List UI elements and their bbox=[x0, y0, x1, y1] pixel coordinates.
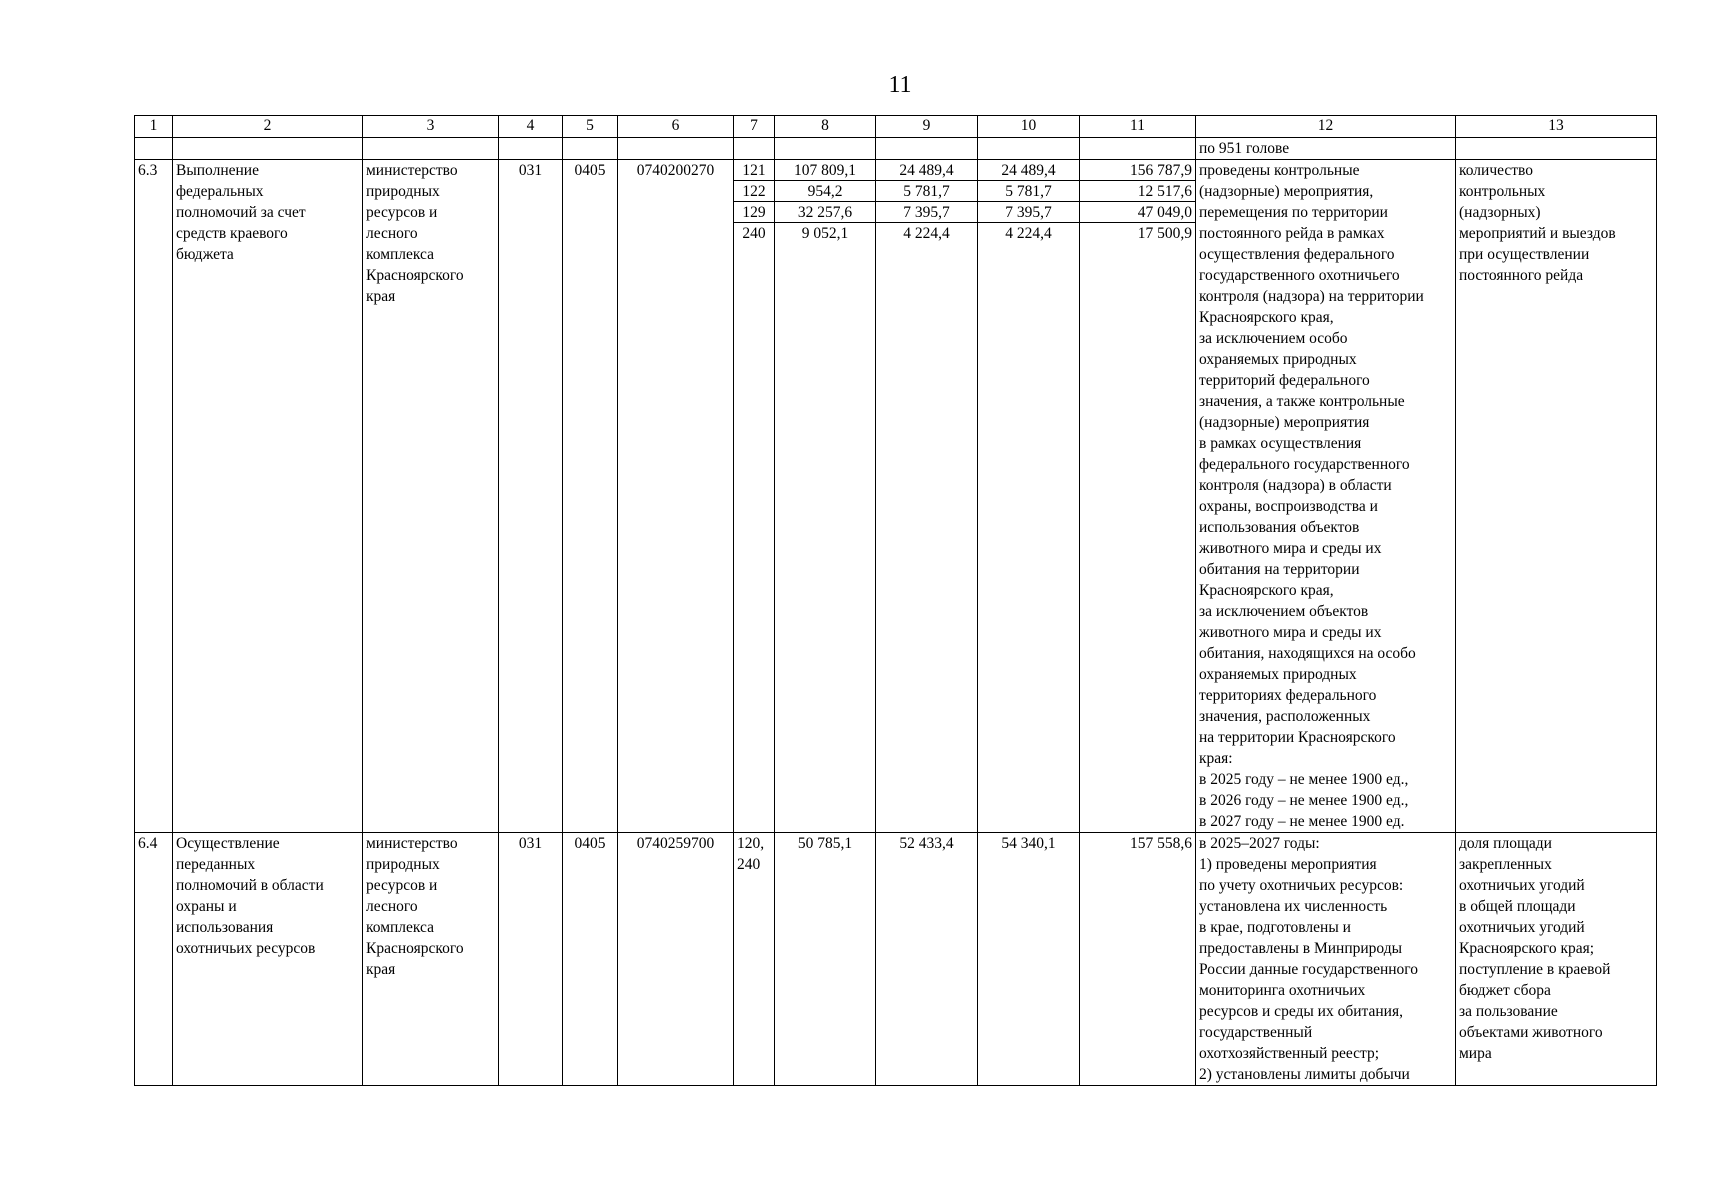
column-header: 10 bbox=[978, 116, 1080, 138]
amount-value: 5 781,7 bbox=[978, 181, 1079, 202]
column-header: 8 bbox=[775, 116, 876, 138]
executor: министерство природных ресурсов и лесного комплекса Красноярского края bbox=[363, 833, 499, 1086]
column-number-row bbox=[135, 116, 1657, 138]
column-header: 12 bbox=[1196, 116, 1456, 138]
expected-result: в 2025–2027 годы: 1) проведены мероприятия по учету охотничьих ресурсов: установлена их численность в крае, подготовлены и предоставлены в Минприроды России данные государственного мониторинга охотничьих ресурсов и среды их обитания, государственный охотхозяйственный реестр; 2) установлены лимиты добычи bbox=[1196, 833, 1456, 1086]
amount-value: 7 395,7 bbox=[876, 202, 977, 223]
amount-2025: 50 785,1 bbox=[775, 833, 876, 1086]
csr-code: 0740259700 bbox=[618, 833, 734, 1086]
amount-value: 4 224,4 bbox=[1005, 225, 1052, 242]
column-header: 6 bbox=[618, 116, 734, 138]
amount-value: 24 489,4 bbox=[978, 160, 1079, 181]
amount-value: 7 395,7 bbox=[978, 202, 1079, 223]
target-indicator: количество контрольных (надзорных) мероприятий и выездов при осуществлении постоянного рейда bbox=[1456, 160, 1657, 833]
vr-codes: 120, 240 bbox=[734, 833, 775, 1086]
column-header: 4 bbox=[499, 116, 563, 138]
page-number: 11 bbox=[888, 72, 912, 98]
budget-table bbox=[134, 115, 1657, 1086]
measure-name: Осуществление переданных полномочий в области охраны и использования охотничьих ресурсов bbox=[173, 833, 363, 1086]
continuation-text: по 951 голове bbox=[1196, 138, 1456, 160]
grbs-code: 031 bbox=[499, 833, 563, 1086]
table-row bbox=[135, 833, 1657, 1086]
executor: министерство природных ресурсов и лесного комплекса Красноярского края bbox=[363, 160, 499, 833]
vr-code: 121 bbox=[734, 160, 774, 181]
amount-value: 32 257,6 bbox=[775, 202, 875, 223]
row-number: 6.4 bbox=[135, 833, 173, 1086]
column-header: 13 bbox=[1456, 116, 1657, 138]
column-header: 2 bbox=[173, 116, 363, 138]
column-header: 1 bbox=[135, 116, 173, 138]
amount-value: 107 809,1 bbox=[775, 160, 875, 181]
amount-value: 9 052,1 bbox=[801, 225, 849, 242]
amount-2026: 52 433,4 bbox=[876, 833, 978, 1086]
vr-codes bbox=[734, 160, 775, 833]
amount-value: 954,2 bbox=[775, 181, 875, 202]
amount-total: 157 558,6 bbox=[1080, 833, 1196, 1086]
column-header: 5 bbox=[563, 116, 618, 138]
amount-2027 bbox=[978, 160, 1080, 833]
column-header: 9 bbox=[876, 116, 978, 138]
vr-code: 129 bbox=[734, 202, 774, 223]
column-header: 11 bbox=[1080, 116, 1196, 138]
amount-2026 bbox=[876, 160, 978, 833]
row-number: 6.3 bbox=[135, 160, 173, 833]
rzpr-code: 0405 bbox=[563, 833, 618, 1086]
target-indicator: доля площади закрепленных охотничьих угодий в общей площади охотничьих угодий Красноярского края; поступление в краевой бюджет сбора за пользование объектами животного мира bbox=[1456, 833, 1657, 1086]
vr-code: 122 bbox=[734, 181, 774, 202]
amount-value: 12 517,6 bbox=[1080, 181, 1195, 202]
csr-code: 0740200270 bbox=[618, 160, 734, 833]
expected-result: проведены контрольные (надзорные) мероприятия, перемещения по территории постоянного рейда в рамках осуществления федерального государственного охотничьего контроля (надзора) на территории Красноярского края, за исключением особо охраняемых природных территорий федерального значения, а также контрольные (надзорные) мероприятия в рамках осуществления федерального государственного контроля (надзора) в области охраны, воспроизводства и использования объектов животного мира и среды их обитания на территории Красноярского края, за исключением объектов животного мира и среды их обитания, находящихся на особо охраняемых природных территориях федерального значения, расположенных на территории Красноярского края: в 2025 году – не менее 1900 ед., в 2026 году – не менее 1900 ед., в 2027 году – не менее 1900 ед. bbox=[1196, 160, 1456, 833]
amount-value: 47 049,0 bbox=[1080, 202, 1195, 223]
amount-2027: 54 340,1 bbox=[978, 833, 1080, 1086]
amount-total bbox=[1080, 160, 1196, 833]
amount-value: 4 224,4 bbox=[903, 225, 950, 242]
column-header: 3 bbox=[363, 116, 499, 138]
rzpr-code: 0405 bbox=[563, 160, 618, 833]
amount-value: 17 500,9 bbox=[1137, 225, 1192, 242]
amount-value: 156 787,9 bbox=[1080, 160, 1195, 181]
measure-name: Выполнение федеральных полномочий за счет средств краевого бюджета bbox=[173, 160, 363, 833]
vr-code: 240 bbox=[742, 225, 766, 242]
table-row bbox=[135, 160, 1657, 833]
grbs-code: 031 bbox=[499, 160, 563, 833]
amount-value: 5 781,7 bbox=[876, 181, 977, 202]
column-header: 7 bbox=[734, 116, 775, 138]
amount-value: 24 489,4 bbox=[876, 160, 977, 181]
continuation-row bbox=[135, 138, 1657, 160]
amount-2025 bbox=[775, 160, 876, 833]
